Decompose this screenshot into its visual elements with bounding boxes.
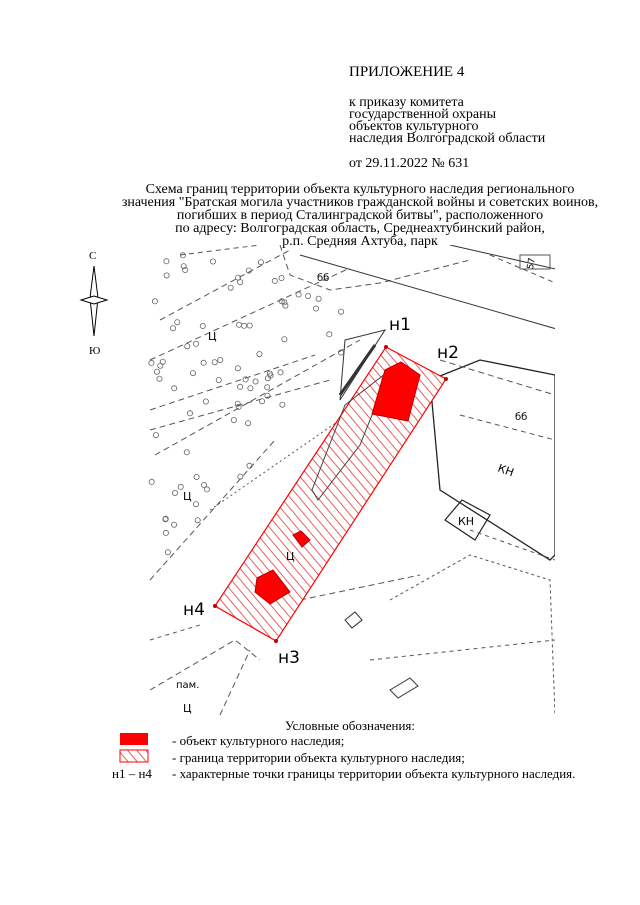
title-line-3: погибших в период Сталинградской битвы", расположенного — [176, 208, 544, 223]
tree-icon — [296, 292, 301, 297]
point-n3 — [274, 639, 278, 643]
tree-icon — [184, 450, 189, 455]
tree-icon — [193, 502, 198, 507]
tree-icon — [313, 306, 318, 311]
tree-icon — [172, 386, 177, 391]
legend-points-symbol: н1 – н4 — [112, 766, 152, 781]
tree-icon — [216, 378, 221, 383]
label-n4: н4 — [183, 600, 205, 620]
tree-icon — [242, 323, 247, 328]
point-n4 — [213, 604, 217, 608]
tree-icon — [339, 309, 344, 314]
tree-icon — [218, 357, 223, 362]
tree-icon — [164, 259, 169, 264]
legend-object-swatch — [120, 733, 148, 745]
tree-icon — [153, 433, 158, 438]
land-label-3: Ц — [286, 550, 295, 563]
tree-icon — [194, 341, 199, 346]
tree-icon — [172, 490, 177, 495]
tree-icon — [154, 369, 159, 374]
order-date: от 29.11.2022 № 631 — [349, 156, 470, 171]
order-line-2: государственной охраны — [349, 107, 497, 122]
tree-icon — [228, 285, 233, 290]
tree-icon — [152, 299, 157, 304]
tree-icon — [178, 484, 183, 489]
tree-icon — [203, 399, 208, 404]
order-line-4: наследия Волгоградской области — [349, 131, 546, 146]
code-label-2: бб — [515, 412, 528, 423]
order-line-1: к приказу комитета — [349, 95, 464, 110]
compass-south: Ю — [89, 345, 101, 357]
tree-icon — [283, 303, 288, 308]
tree-icon — [235, 366, 240, 371]
tree-icon — [257, 352, 262, 357]
tree-icon — [272, 278, 277, 283]
building-label-2: КН — [458, 515, 475, 528]
tree-icon — [165, 550, 170, 555]
tree-icon — [306, 293, 311, 298]
tree-icon — [280, 402, 285, 407]
tree-icon — [157, 376, 162, 381]
tree-icon — [260, 399, 265, 404]
tree-icon — [149, 360, 154, 365]
tree-icon — [194, 474, 199, 479]
tree-icon — [265, 385, 270, 390]
tree-icon — [267, 371, 272, 376]
tree-icon — [282, 337, 287, 342]
tree-icon — [238, 384, 243, 389]
label-n3: н3 — [278, 648, 300, 668]
tree-icon — [201, 360, 206, 365]
tree-icon — [190, 371, 195, 376]
tree-icon — [243, 377, 248, 382]
tree-icon — [202, 482, 207, 487]
tree-icon — [278, 370, 283, 375]
land-label-4: Ц — [183, 702, 192, 715]
tree-icon — [212, 360, 217, 365]
title-line-2: значения "Братская могила участников гражданской войны и советских воинов, — [121, 195, 599, 210]
tree-icon — [164, 273, 169, 278]
tree-icon — [149, 479, 154, 484]
label-n1: н1 — [389, 315, 411, 335]
title-line-5: р.п. Средняя Ахтуба, парк — [282, 234, 438, 249]
order-line-3: объектов культурного — [349, 119, 479, 134]
title-line-4: по адресу: Волгоградская область, Среднеахтубинский район, — [175, 221, 545, 236]
tree-icon — [195, 518, 200, 523]
tree-icon — [185, 344, 190, 349]
tree-icon — [200, 323, 205, 328]
tree-icon — [172, 522, 177, 527]
tree-icon — [258, 260, 263, 265]
legend-boundary-swatch — [120, 750, 148, 762]
tree-icon — [158, 363, 163, 368]
compass-north: С — [89, 250, 97, 262]
point-n1 — [384, 345, 388, 349]
tree-icon — [316, 296, 321, 301]
point-n2 — [444, 377, 448, 381]
tree-icon — [247, 323, 252, 328]
legend-item-points: - характерные точки границы территории объекта культурного наследия. — [172, 766, 576, 781]
building-label-1: КН — [495, 461, 516, 480]
tree-icon — [187, 411, 192, 416]
legend-title: Условные обозначения: — [285, 718, 416, 733]
tree-icon — [163, 530, 168, 535]
parcel-number-label: 57 — [526, 257, 538, 271]
tree-icon — [248, 386, 253, 391]
tree-icon — [279, 275, 284, 280]
code-label-1: бб — [317, 273, 330, 284]
legend-item-object: - объект культурного наследия; — [172, 733, 345, 748]
label-n2: н2 — [437, 343, 459, 363]
tree-icon — [236, 275, 241, 280]
tree-icon — [246, 421, 251, 426]
legend-item-boundary: - граница территории объекта культурного наследия; — [172, 750, 465, 765]
tree-icon — [231, 418, 236, 423]
tree-icon — [237, 322, 242, 327]
compass-icon — [81, 250, 107, 357]
tree-icon — [175, 320, 180, 325]
appendix-label: ПРИЛОЖЕНИЕ 4 — [349, 64, 465, 80]
monument-label: пам. — [176, 680, 200, 691]
land-label-2: Ц — [183, 490, 192, 503]
tree-icon — [327, 332, 332, 337]
land-label-1: Ц — [208, 330, 217, 343]
tree-icon — [210, 259, 215, 264]
title-line-1: Схема границ территории объекта культурного наследия регионального — [145, 182, 575, 197]
tree-icon — [253, 379, 258, 384]
tree-icon — [171, 326, 176, 331]
